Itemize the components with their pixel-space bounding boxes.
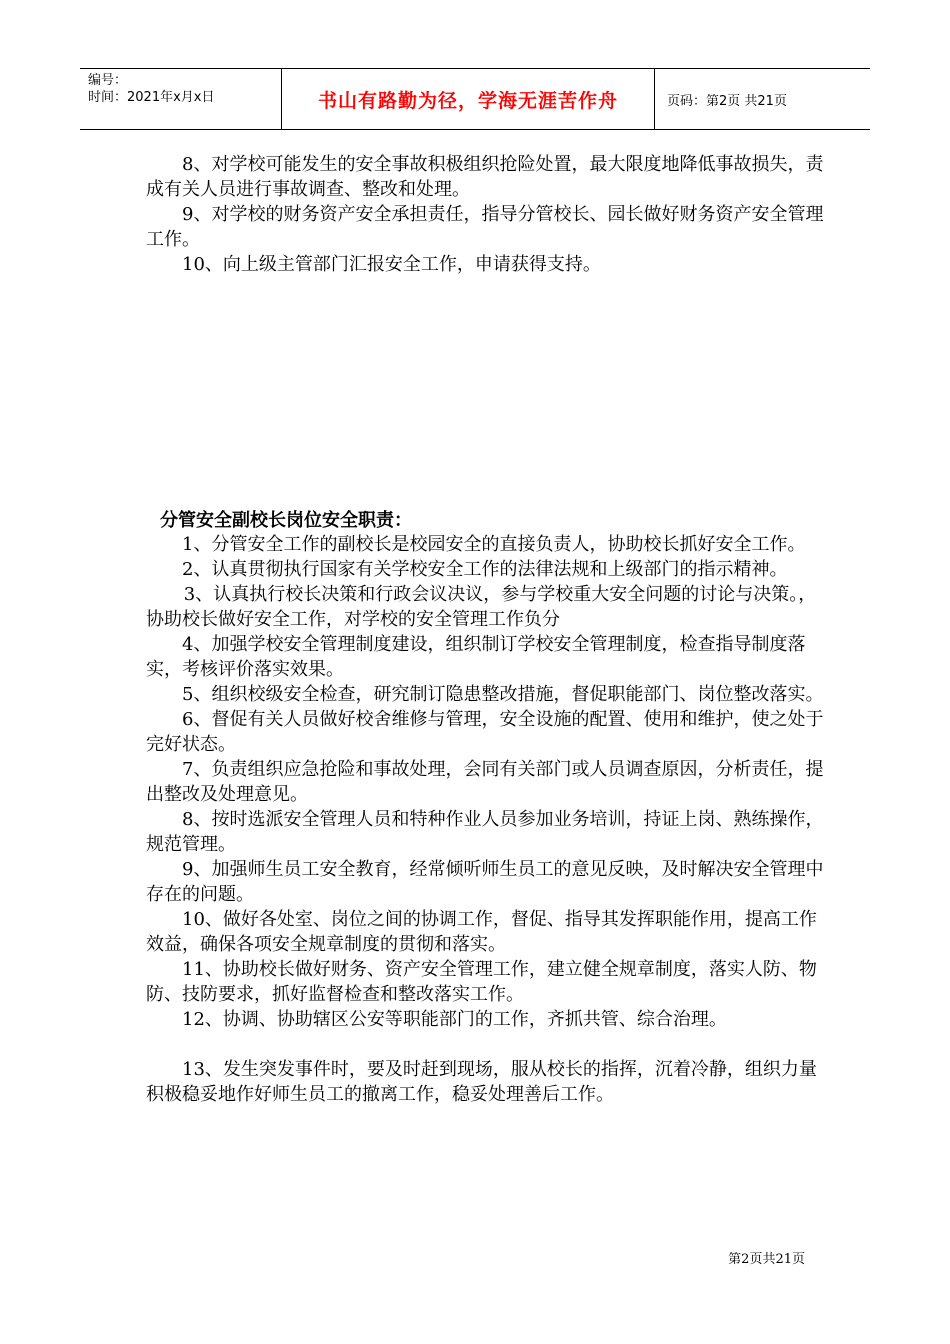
header-meta bbox=[80, 69, 282, 129]
section-title: 分管安全副校长岗位安全职责： bbox=[160, 510, 412, 531]
duty-item-6: 6、督促有关人员做好校舍维修与管理，安全设施的配置、使用和维护，使之处于完好状态。 bbox=[146, 709, 824, 755]
duty-item-12: 12、协调、协助辖区公安等职能部门的工作，齐抓共管、综合治理。 bbox=[182, 1009, 727, 1030]
duty-item-2: 2、认真贯彻执行国家有关学校安全工作的法律法规和上级部门的指示精神。 bbox=[182, 559, 788, 580]
duty-item-5: 5、组织校级安全检查，研究制订隐患整改措施，督促职能部门、岗位整改落实。 bbox=[182, 684, 824, 705]
duty-item-7: 7、负责组织应急抢险和事故处理，会同有关部门或人员调查原因，分析责任，提出整改及处理意见。 bbox=[146, 759, 824, 805]
header-page-info: 页码：第2页 共21页 bbox=[667, 93, 787, 109]
paragraph-item-10: 10、向上级主管部门汇报安全工作，申请获得支持。 bbox=[182, 254, 601, 275]
paragraph-item-8: 8、对学校可能发生的安全事故积极组织抢险处置，最大限度地降低事故损失，责成有关人员进行事故调查、整改和处理。 bbox=[146, 154, 824, 200]
document-number-label: 编号： bbox=[88, 73, 128, 88]
duty-item-4: 4、加强学校安全管理制度建设，组织制订学校安全管理制度，检查指导制度落实，考核评价落实效果。 bbox=[146, 634, 806, 680]
duty-item-3: 3、认真执行校长决策和行政会议决议，参与学校重大安全问题的讨论与决策。，协助校长做好安全工作，对学校的安全管理工作负分 bbox=[146, 584, 817, 630]
paragraph-item-9: 9、对学校的财务资产安全承担责任，指导分管校长、园长做好财务资产安全管理工作。 bbox=[146, 204, 824, 250]
duty-item-9: 9、加强师生员工安全教育，经常倾听师生员工的意见反映，及时解决安全管理中存在的问题。 bbox=[146, 859, 824, 905]
duty-item-10: 10、做好各处室、岗位之间的协调工作，督促、指导其发挥职能作用，提高工作效益，确保各项安全规章制度的贯彻和落实。 bbox=[146, 909, 817, 955]
body-part-1 bbox=[146, 152, 826, 277]
page-header bbox=[80, 68, 870, 130]
page-footer: 第2页共21页 bbox=[728, 1252, 805, 1267]
document-time-label: 时间：2021年x月x日 bbox=[88, 90, 215, 105]
duty-item-1: 1、分管安全工作的副校长是校园安全的直接负责人，协助校长抓好安全工作。 bbox=[182, 534, 806, 555]
duty-item-13: 13、发生突发事件时，要及时赶到现场，服从校长的指挥，沉着冷静，组织力量积极稳妥地作好师生员工的撤离工作，稳妥处理善后工作。 bbox=[146, 1059, 817, 1105]
duty-item-8: 8、按时选派安全管理人员和特种作业人员参加业务培训，持证上岗、熟练操作，规范管理。 bbox=[146, 809, 824, 855]
duty-item-11: 11、协助校长做好财务、资产安全管理工作，建立健全规章制度，落实人防、物防、技防要求，抓好监督检查和整改落实工作。 bbox=[146, 959, 817, 1005]
body-part-2 bbox=[146, 532, 826, 1107]
header-motto: 书山有路勤为径，学海无涯苦作舟 bbox=[282, 69, 655, 129]
paragraph-gap bbox=[146, 1032, 826, 1057]
